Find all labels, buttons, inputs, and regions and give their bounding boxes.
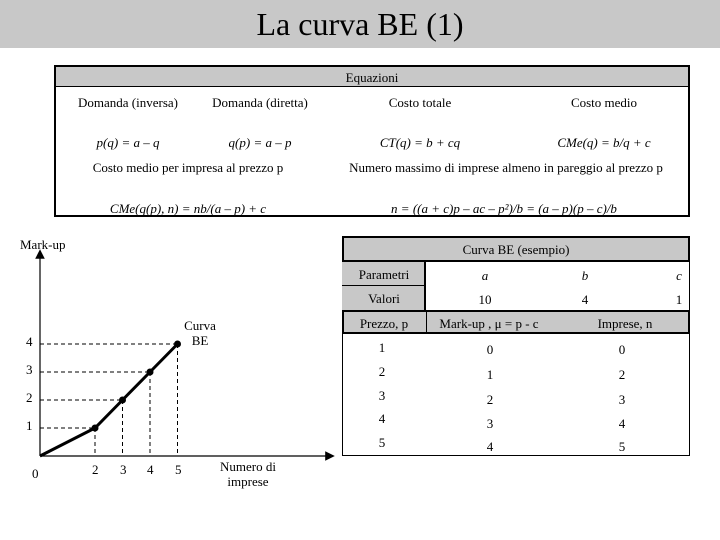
param-a: a (481, 268, 489, 283)
col-label-demand-inverse: Domanda (inversa) (78, 95, 178, 110)
table-row-price: 1 (378, 340, 386, 355)
x-tick-label: 5 (175, 462, 182, 477)
table-row-firms: 5 (618, 439, 626, 454)
table-row-markup: 2 (486, 392, 494, 407)
values-label: Valori (368, 291, 400, 306)
col-price-header: Prezzo, p (359, 316, 409, 331)
value-a: 10 (478, 292, 492, 307)
table-row-markup: 1 (486, 367, 494, 382)
table-row-price: 4 (378, 411, 386, 426)
x-tick-label: 4 (147, 462, 154, 477)
formula-average-cost: CMe(q) = b/q + c (557, 135, 651, 150)
table-row-markup: 3 (486, 416, 494, 431)
average-cost-per-firm-label: Costo medio per impresa al prezzo p (92, 160, 284, 175)
average-cost-formula: CMe(q(p), n) = nb/(a – p) + c (109, 201, 267, 216)
formula-demand-direct: q(p) = a – p (228, 135, 292, 150)
be-point (174, 341, 181, 348)
col-firms-header: Imprese, n (597, 316, 653, 331)
x-tick-label: 2 (92, 462, 99, 477)
page-title: La curva BE (1) (256, 6, 464, 42)
col-label-demand-direct: Domanda (diretta) (212, 95, 308, 110)
param-label: Parametri (358, 267, 410, 282)
curve-label: Curva BE (184, 318, 216, 348)
table-row-price: 3 (378, 388, 386, 403)
table-row-firms: 4 (618, 416, 626, 431)
origin-label: 0 (32, 466, 39, 481)
value-c: 1 (675, 292, 683, 307)
example-header: Curva BE (esempio) (462, 242, 570, 257)
param-b: b (581, 268, 589, 283)
param-c: c (676, 268, 682, 283)
table-row-price: 5 (378, 435, 386, 450)
max-firms-label: Numero massimo di imprese almeno in pareggio al prezzo p (349, 160, 663, 175)
equations-header: Equazioni (345, 70, 399, 85)
table-row-firms: 3 (618, 392, 626, 407)
table-row-firms: 2 (618, 367, 626, 382)
y-tick-label: 2 (26, 390, 33, 405)
x-tick-label: 3 (120, 462, 127, 477)
y-tick-label: 4 (26, 334, 33, 349)
value-b: 4 (581, 292, 589, 307)
be-point (92, 425, 99, 432)
col-label-total-cost: Costo totale (388, 95, 452, 110)
x-axis-label: Numero di imprese (220, 459, 276, 489)
y-tick-label: 1 (26, 418, 33, 433)
be-curve-graph (0, 240, 340, 540)
y-axis-label: Mark-up (20, 237, 66, 252)
formula-total-cost: CT(q) = b + cq (379, 135, 461, 150)
be-point (147, 369, 154, 376)
be-point (119, 397, 126, 404)
table-row-firms: 0 (618, 342, 626, 357)
col-markup-header: Mark-up , μ = p - c (439, 316, 539, 331)
formula-demand-inverse: p(q) = a – q (96, 135, 160, 150)
y-tick-label: 3 (26, 362, 33, 377)
table-row-price: 2 (378, 364, 386, 379)
equations-header-line (54, 86, 690, 87)
col-header-divider (426, 310, 427, 334)
table-row-markup: 4 (486, 439, 494, 454)
param-row-line (342, 285, 426, 286)
max-firms-formula: n = ((a + c)p – ac – p²)/b = (a – p)(p – c)/b (391, 201, 617, 216)
col-label-average-cost: Costo medio (570, 95, 638, 110)
be-curve-line (40, 344, 178, 456)
table-row-markup: 0 (486, 342, 494, 357)
